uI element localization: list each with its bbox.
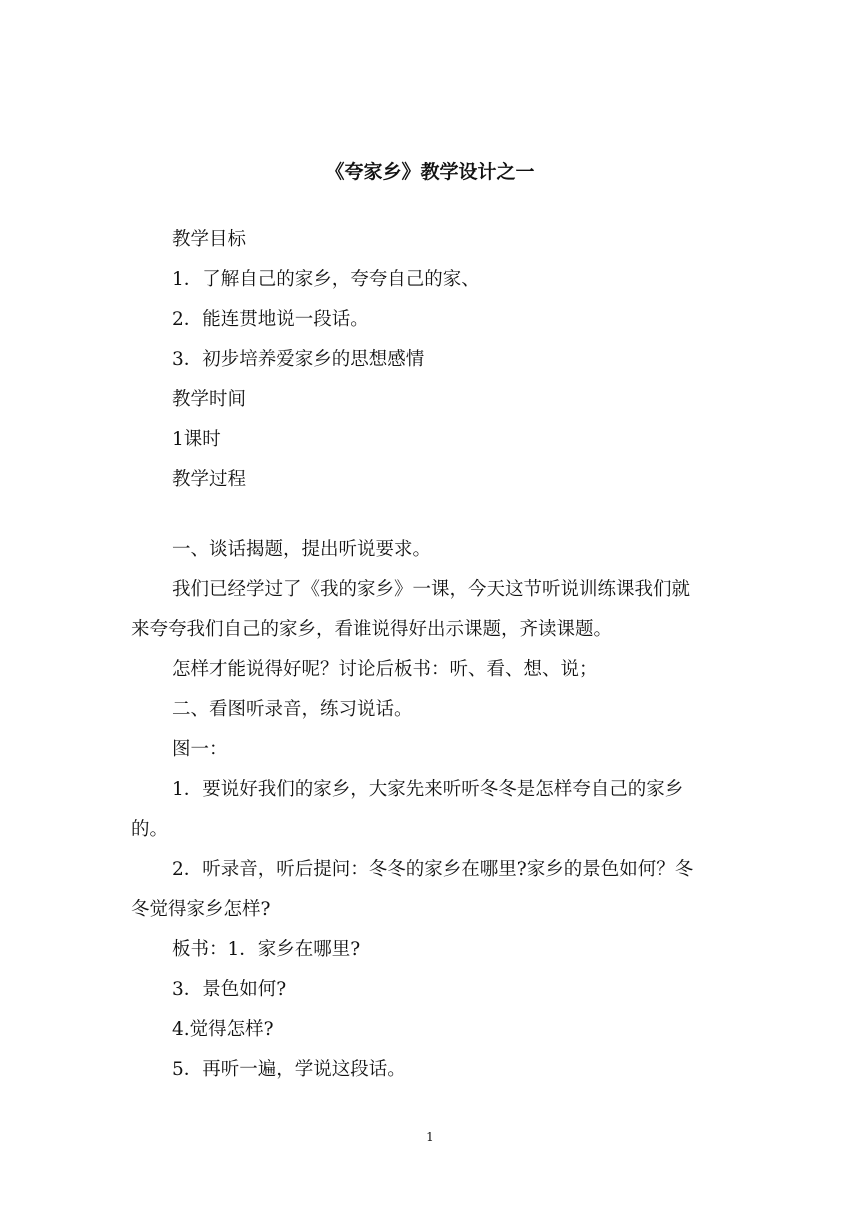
goal-item: 2．能连贯地说一段话。 [172, 309, 369, 330]
paragraph-line: 我们已经学过了《我的家乡》一课，今天这节听说训练课我们就 [172, 579, 691, 600]
heading-teaching-time: 教学时间 [172, 389, 247, 410]
paragraph-line: 5．再听一遍，学说这段话。 [172, 1059, 406, 1080]
goal-item: 3．初步培养爱家乡的思想感情 [172, 349, 425, 370]
goal-item: 1．了解自己的家乡，夸夸自己的家、 [172, 269, 480, 290]
heading-teaching-goals: 教学目标 [172, 229, 247, 250]
section-heading: 一、谈话揭题，提出听说要求。 [172, 539, 432, 560]
section-heading: 二、看图听录音，练习说话。 [172, 699, 413, 720]
paragraph-line: 来夸夸我们自己的家乡，看谁说得好出示课题，齐读课题。 [131, 619, 613, 640]
document-title: 《夸家乡》教学设计之一 [325, 161, 535, 183]
paragraph-line: 图一： [172, 739, 228, 760]
paragraph-line: 怎样才能说得好呢？讨论后板书：听、看、想、说； [172, 659, 598, 680]
paragraph-line: 的。 [131, 819, 169, 840]
heading-teaching-process: 教学过程 [172, 469, 247, 490]
paragraph-line: 4.觉得怎样? [172, 1019, 274, 1040]
paragraph-line: 3．景色如何? [172, 979, 287, 1000]
paragraph-line: 冬觉得家乡怎样? [131, 899, 271, 920]
paragraph-line: 2．听录音，听后提问：冬冬的家乡在哪里?家乡的景色如何？冬 [172, 859, 694, 880]
teaching-time-value: 1课时 [172, 429, 221, 450]
page-number: 1 [426, 1130, 434, 1144]
paragraph-line: 板书：1．家乡在哪里? [172, 939, 361, 960]
paragraph-line: 1．要说好我们的家乡，大家先来听听冬冬是怎样夸自己的家乡 [172, 779, 684, 800]
